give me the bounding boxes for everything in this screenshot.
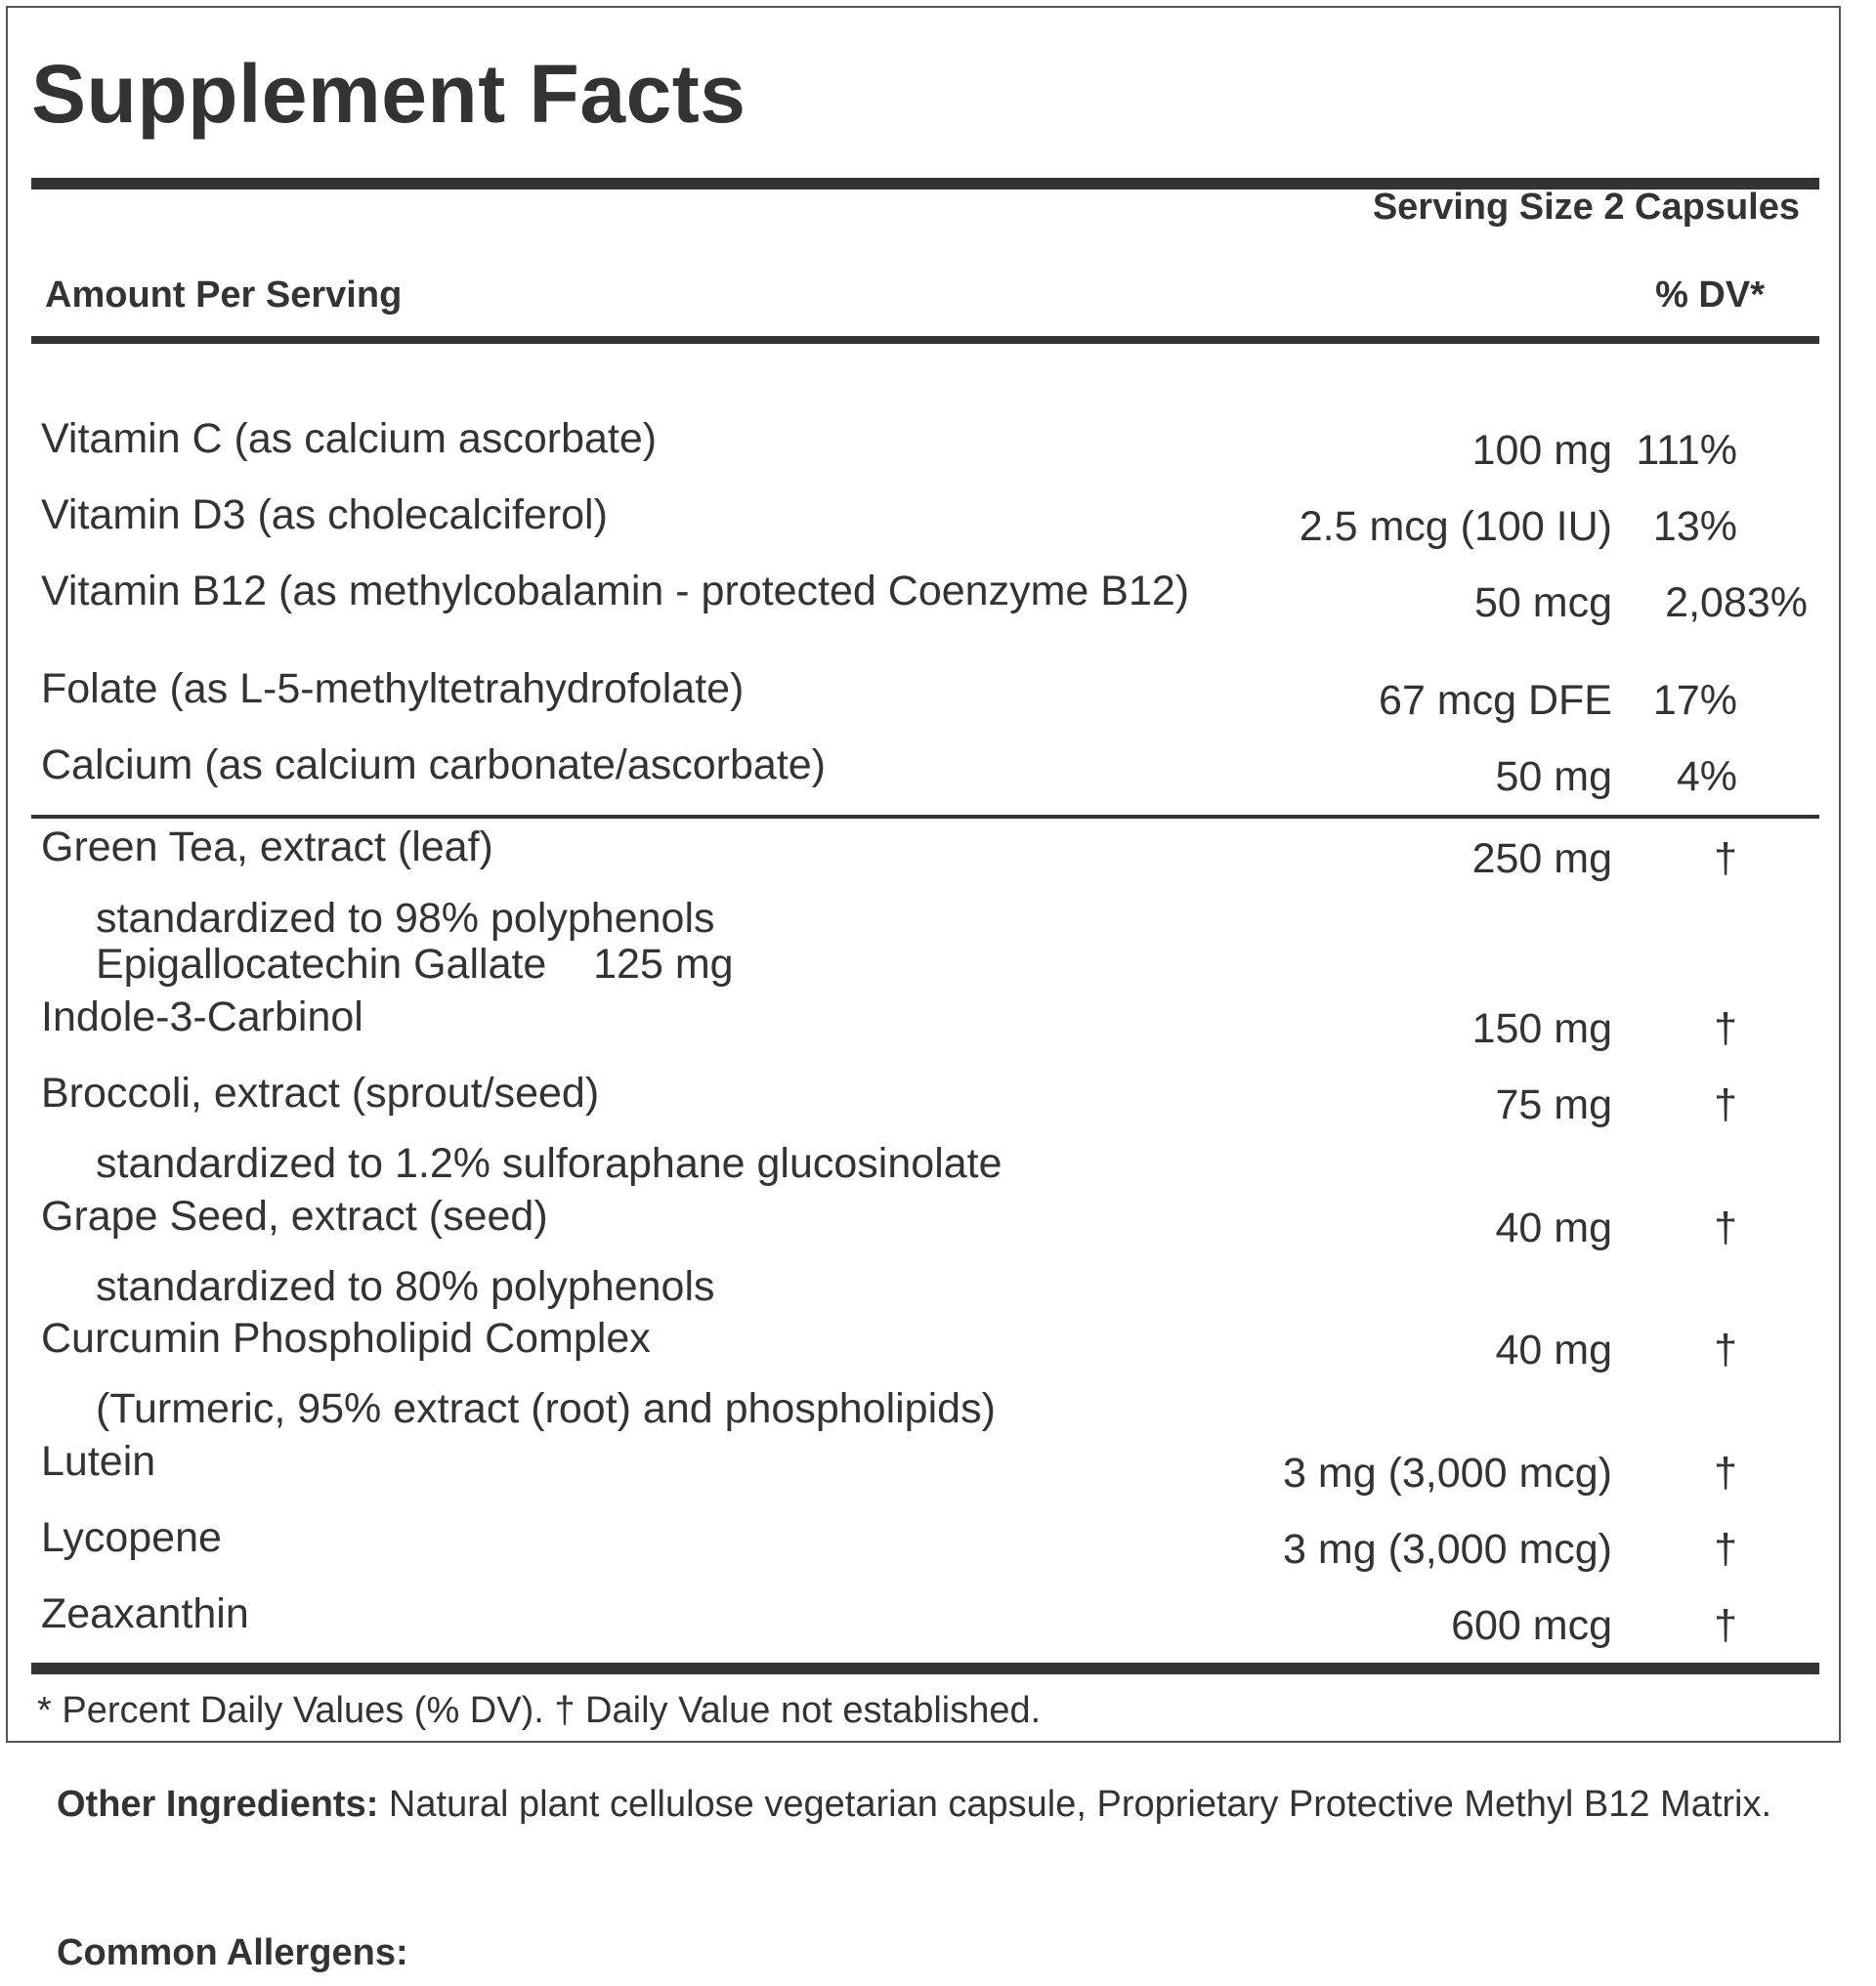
nutrient-name: Vitamin B12 (as methylcobalamin - protected Coenzyme B12) bbox=[41, 568, 1190, 614]
nutrient-name: Folate (as L-5-methyltetrahydrofolate) bbox=[41, 665, 745, 712]
ingredient-dv: † bbox=[1714, 1450, 1737, 1497]
ingredient-detail: standardized to 1.2% sulforaphane glucosinolate bbox=[96, 1140, 1002, 1187]
ingredient-amount: 150 mg bbox=[1471, 1005, 1612, 1052]
ingredient-amount: 250 mg bbox=[1471, 835, 1612, 882]
ingredient-dv: † bbox=[1714, 1204, 1737, 1251]
panel-title: Supplement Facts bbox=[31, 48, 746, 140]
ingredient-amount: 3 mg (3,000 mcg) bbox=[1283, 1450, 1612, 1497]
ingredient-amount: 600 mcg bbox=[1451, 1602, 1612, 1649]
ingredient-amount: 75 mg bbox=[1495, 1081, 1612, 1128]
nutrient-dv: 4% bbox=[1676, 753, 1737, 800]
ingredient-name: Zeaxanthin bbox=[41, 1590, 249, 1637]
nutrient-dv: 111% bbox=[1636, 427, 1737, 474]
nutrient-dv: 13% bbox=[1652, 503, 1737, 550]
ingredient-name: Broccoli, extract (sprout/seed) bbox=[41, 1070, 600, 1117]
ingredient-name: Indole-3-Carbinol bbox=[41, 993, 363, 1040]
nutrient-name: Vitamin D3 (as cholecalciferol) bbox=[41, 491, 608, 538]
ingredient-dv: † bbox=[1714, 1081, 1737, 1128]
ingredient-detail: standardized to 80% polyphenols bbox=[96, 1263, 715, 1310]
divider-ingredients bbox=[31, 815, 1819, 819]
ingredient-dv: † bbox=[1714, 1327, 1737, 1373]
ingredient-amount: 40 mg bbox=[1495, 1204, 1612, 1251]
nutrient-dv: 2,083% bbox=[1665, 579, 1808, 626]
nutrient-name: Calcium (as calcium carbonate/ascorbate) bbox=[41, 741, 826, 788]
ingredient-name: Lycopene bbox=[41, 1514, 222, 1561]
dv-header: % DV* bbox=[1655, 275, 1765, 316]
footnote: * Percent Daily Values (% DV). † Daily Value not established. bbox=[37, 1690, 1042, 1731]
other-ingredients-text: Natural plant cellulose vegetarian capsule, Proprietary Protective Methyl B12 Matrix. bbox=[378, 1784, 1772, 1825]
ingredient-name: Green Tea, extract (leaf) bbox=[41, 824, 493, 870]
ingredient-amount: 3 mg (3,000 mcg) bbox=[1283, 1526, 1612, 1573]
serving-size: Serving Size 2 Capsules bbox=[1372, 187, 1800, 228]
supplement-facts-panel bbox=[6, 6, 1841, 1743]
divider-header bbox=[31, 336, 1819, 344]
nutrient-amount: 67 mcg DFE bbox=[1379, 677, 1612, 724]
ingredient-name: Curcumin Phospholipid Complex bbox=[41, 1315, 651, 1362]
nutrient-amount: 50 mg bbox=[1495, 753, 1612, 800]
ingredient-detail: standardized to 98% polyphenols bbox=[96, 895, 715, 942]
ingredient-detail: Epigallocatechin Gallate 125 mg bbox=[96, 941, 734, 988]
nutrient-dv: 17% bbox=[1652, 677, 1737, 724]
ingredient-name: Lutein bbox=[41, 1438, 156, 1485]
thick-divider-bottom bbox=[31, 1663, 1819, 1674]
ingredient-detail: (Turmeric, 95% extract (root) and phospholipids) bbox=[96, 1385, 996, 1432]
nutrient-amount: 50 mcg bbox=[1473, 579, 1612, 626]
common-allergens-label: Common Allergens: bbox=[57, 1932, 408, 1973]
nutrient-amount: 100 mg bbox=[1471, 427, 1612, 474]
nutrient-name: Vitamin C (as calcium ascorbate) bbox=[41, 415, 658, 462]
ingredient-name: Grape Seed, extract (seed) bbox=[41, 1193, 548, 1240]
ingredient-dv: † bbox=[1714, 835, 1737, 882]
other-ingredients-label: Other Ingredients: bbox=[57, 1784, 379, 1825]
other-ingredients bbox=[57, 1774, 1806, 1835]
ingredient-dv: † bbox=[1714, 1005, 1737, 1052]
ingredient-dv: † bbox=[1714, 1526, 1737, 1573]
nutrient-amount: 2.5 mcg (100 IU) bbox=[1299, 503, 1612, 550]
ingredient-amount: 40 mg bbox=[1495, 1327, 1612, 1373]
amount-per-serving-header: Amount Per Serving bbox=[45, 275, 403, 316]
ingredient-dv: † bbox=[1714, 1602, 1737, 1649]
